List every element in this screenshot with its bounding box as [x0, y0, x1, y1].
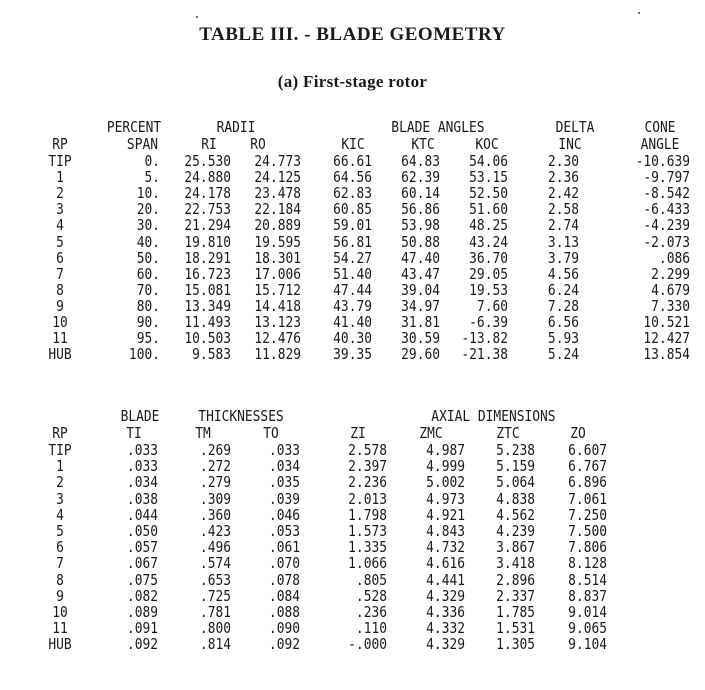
- table-cell: 8.837: [568, 586, 607, 605]
- row-label: 3: [56, 200, 64, 219]
- table-cell: .496: [199, 538, 231, 557]
- table-cell: 54.27: [333, 248, 372, 267]
- row-label: 8: [56, 570, 64, 589]
- table-cell: 12.476: [254, 329, 301, 348]
- table-cell: 2.397: [348, 457, 387, 476]
- row-label: 6: [56, 248, 64, 267]
- row-label: HUB: [48, 635, 72, 654]
- table-cell: -10.639: [635, 152, 690, 170]
- table-cell: 36.70: [469, 248, 508, 267]
- row-label: 10: [52, 313, 68, 331]
- table-cell: 64.83: [401, 152, 440, 170]
- table-cell: 31.81: [401, 313, 440, 331]
- table-cell: 34.97: [401, 296, 440, 315]
- table-cell: 7.330: [651, 296, 690, 315]
- table-cell: -9.797: [643, 168, 690, 187]
- table-cell: 4.562: [496, 505, 535, 524]
- row-label: 10: [52, 603, 68, 621]
- table-cell: 4.679: [651, 280, 690, 299]
- table-cell: .088: [268, 603, 300, 621]
- table-cell: .092: [126, 635, 158, 654]
- row-label: 3: [56, 489, 64, 508]
- table-cell: 4.616: [426, 554, 465, 573]
- table-cell: .089: [126, 603, 158, 621]
- column-header: ZMC: [419, 424, 443, 442]
- table-cell: 4.838: [496, 489, 535, 508]
- table-cell: 62.83: [333, 184, 372, 203]
- table-cell: 1.066: [348, 554, 387, 573]
- table-cell: 39.04: [401, 280, 440, 299]
- table-cell: 13.123: [254, 313, 301, 331]
- table-cell: .528: [355, 586, 387, 605]
- table-cell: 24.773: [254, 152, 301, 170]
- column-header: RO: [250, 135, 266, 153]
- table-cell: 13.854: [643, 345, 690, 364]
- table-cell: 47.40: [401, 248, 440, 267]
- table-cell: 1.335: [348, 538, 387, 557]
- table-cell: 4.329: [426, 635, 465, 654]
- row-label: 11: [52, 619, 68, 638]
- table-cell: 4.921: [426, 505, 465, 524]
- table-cell: 5.002: [426, 473, 465, 492]
- table-cell: 95.: [136, 329, 160, 348]
- table-cell: .272: [199, 457, 231, 476]
- table-cell: 15.712: [254, 280, 301, 299]
- table-cell: 18.291: [184, 248, 231, 267]
- table-cell: 23.478: [254, 184, 301, 203]
- row-label: TIP: [48, 152, 72, 170]
- table-cell: 5.238: [496, 441, 535, 459]
- row-label: 8: [56, 280, 64, 299]
- table-cell: 43.47: [401, 264, 440, 283]
- table-cell: -21.38: [461, 345, 508, 364]
- table-cell: 5.064: [496, 473, 535, 492]
- table-cell: 9.014: [568, 603, 607, 621]
- column-header: INC: [558, 135, 582, 153]
- table-cell: 1.305: [496, 635, 535, 654]
- table-cell: .653: [199, 570, 231, 589]
- table-cell: .061: [268, 538, 300, 557]
- table-cell: 20.889: [254, 216, 301, 235]
- table-cell: 22.753: [184, 200, 231, 219]
- table-cell: .033: [268, 441, 300, 459]
- group-header: BLADE ANGLES: [391, 118, 485, 136]
- table-cell: 2.337: [496, 586, 535, 605]
- table-cell: .075: [126, 570, 158, 589]
- table-cell: .053: [268, 522, 300, 540]
- table-cell: 18.301: [254, 248, 301, 267]
- column-header: TI: [126, 424, 142, 442]
- table-cell: .057: [126, 538, 158, 557]
- table-cell: .279: [199, 473, 231, 492]
- table-cell: 51.40: [333, 264, 372, 283]
- table-cell: .033: [126, 457, 158, 476]
- table-cell: 6.56: [547, 313, 579, 331]
- column-header: RI: [201, 135, 217, 153]
- table-cell: 12.427: [643, 329, 690, 348]
- table-cell: 2.236: [348, 473, 387, 492]
- table-cell: .070: [268, 554, 300, 573]
- table-cell: 59.01: [333, 216, 372, 235]
- row-label: 4: [56, 216, 64, 235]
- table-cell: 48.25: [469, 216, 508, 235]
- table-cell: 7.061: [568, 489, 607, 508]
- group-header: THICKNESSES: [198, 407, 284, 425]
- table-cell: 52.50: [469, 184, 508, 203]
- column-header: TM: [195, 424, 211, 442]
- row-label: 7: [56, 554, 64, 573]
- table-cell: 24.125: [254, 168, 301, 187]
- table-cell: 17.006: [254, 264, 301, 283]
- row-label: 1: [56, 457, 64, 476]
- column-header: ZO: [570, 424, 586, 442]
- table-cell: .309: [199, 489, 231, 508]
- table-cell: 15.081: [184, 280, 231, 299]
- table-cell: 47.44: [333, 280, 372, 299]
- table-cell: 5.93: [547, 329, 579, 348]
- table-cell: .033: [126, 441, 158, 459]
- table-cell: 4.56: [547, 264, 579, 283]
- column-header: RP: [52, 135, 68, 153]
- table-cell: 29.60: [401, 345, 440, 364]
- table-cell: 25.530: [184, 152, 231, 170]
- table-cell: .360: [199, 505, 231, 524]
- table-cell: 60.: [136, 264, 160, 283]
- table-cell: 64.56: [333, 168, 372, 187]
- table-cell: .067: [126, 554, 158, 573]
- table-cell: .814: [199, 635, 231, 654]
- table-cell: 40.: [136, 232, 160, 251]
- group-header: BLADE: [120, 407, 160, 425]
- table-cell: .082: [126, 586, 158, 605]
- table-cell: 19.810: [184, 232, 231, 251]
- table-cell: 39.35: [333, 345, 372, 364]
- table-cell: 60.14: [401, 184, 440, 203]
- table-cell: 5.24: [547, 345, 579, 364]
- table-cell: 2.578: [348, 441, 387, 459]
- table-cell: 4.336: [426, 603, 465, 621]
- table-cell: .034: [126, 473, 158, 492]
- table-cell: 6.767: [568, 457, 607, 476]
- table-cell: 4.973: [426, 489, 465, 508]
- row-label: 9: [56, 586, 64, 605]
- column-header: ZI: [350, 424, 366, 442]
- table-cell: 0.: [144, 152, 160, 170]
- table-cell: 14.418: [254, 296, 301, 315]
- table-cell: 3.867: [496, 538, 535, 557]
- table-cell: 22.184: [254, 200, 301, 219]
- table-cell: .084: [268, 586, 300, 605]
- table-cell: .781: [199, 603, 231, 621]
- table-cell: .035: [268, 473, 300, 492]
- group-header: CONE: [644, 118, 676, 136]
- column-header: RP: [52, 424, 68, 442]
- table-cell: 4.332: [426, 619, 465, 638]
- table-cell: 5.159: [496, 457, 535, 476]
- table-cell: 80.: [136, 296, 160, 315]
- table-cell: 53.98: [401, 216, 440, 235]
- table-cell: 60.85: [333, 200, 372, 219]
- table-cell: 10.: [136, 184, 160, 203]
- table-cell: .046: [268, 505, 300, 524]
- table-cell: 7.28: [547, 296, 579, 315]
- table-cell: 6.607: [568, 441, 607, 459]
- table-cell: 2.36: [547, 168, 579, 187]
- table-cell: 5.: [144, 168, 160, 187]
- column-header: TO: [263, 424, 279, 442]
- table-cell: 2.013: [348, 489, 387, 508]
- column-header: ANGLE: [640, 135, 680, 153]
- table-cell: 2.42: [547, 184, 579, 203]
- table-cell: 50.88: [401, 232, 440, 251]
- table-cell: 19.53: [469, 280, 508, 299]
- group-header: AXIAL DIMENSIONS: [431, 407, 556, 425]
- table-cell: 2.74: [547, 216, 579, 235]
- table-cell: -6.39: [469, 313, 508, 331]
- group-header: RADII: [216, 118, 256, 136]
- table-cell: .091: [126, 619, 158, 638]
- row-label: 1: [56, 168, 64, 187]
- table-cell: 2.896: [496, 570, 535, 589]
- row-label: 5: [56, 232, 64, 251]
- table-cell: 3.418: [496, 554, 535, 573]
- table-cell: 9.104: [568, 635, 607, 654]
- table-cell: 1.785: [496, 603, 535, 621]
- table-cell: .078: [268, 570, 300, 589]
- table-cell: -.000: [348, 635, 387, 654]
- table-cell: 6.896: [568, 473, 607, 492]
- table-cell: 11.493: [184, 313, 231, 331]
- row-label: 5: [56, 522, 64, 540]
- table-cell: -6.433: [643, 200, 690, 219]
- table-cell: 24.178: [184, 184, 231, 203]
- row-label: 6: [56, 538, 64, 557]
- row-label: 11: [52, 329, 68, 348]
- table-cell: 4.999: [426, 457, 465, 476]
- row-label: 4: [56, 505, 64, 524]
- table-cell: 10.503: [184, 329, 231, 348]
- table-cell: 2.299: [651, 264, 690, 283]
- table-cell: 6.24: [547, 280, 579, 299]
- table-cell: .269: [199, 441, 231, 459]
- column-header: SPAN: [126, 135, 158, 153]
- table-cell: 56.86: [401, 200, 440, 219]
- group-header: PERCENT: [106, 118, 162, 136]
- table-cell: 13.349: [184, 296, 231, 315]
- table-cell: 7.250: [568, 505, 607, 524]
- row-label: TIP: [48, 441, 72, 459]
- table-cell: 41.40: [333, 313, 372, 331]
- table-cell: 9.065: [568, 619, 607, 638]
- table-cell: 2.30: [547, 152, 579, 170]
- table-cell: 16.723: [184, 264, 231, 283]
- table-cell: -2.073: [643, 232, 690, 251]
- table-cell: 1.573: [348, 522, 387, 540]
- table-cell: 3.79: [547, 248, 579, 267]
- table-cell: 10.521: [643, 313, 690, 331]
- table-cell: 51.60: [469, 200, 508, 219]
- table-cell: 1.531: [496, 619, 535, 638]
- row-label: 7: [56, 264, 64, 283]
- table-cell: 100.: [128, 345, 160, 364]
- table-cell: -13.82: [461, 329, 508, 348]
- row-label: 2: [56, 184, 64, 203]
- column-header: ZTC: [496, 424, 520, 442]
- table-cell: 54.06: [469, 152, 508, 170]
- column-header: KTC: [411, 135, 435, 153]
- row-label: 9: [56, 296, 64, 315]
- table-cell: 29.05: [469, 264, 508, 283]
- table-cell: 43.79: [333, 296, 372, 315]
- table-cell: .574: [199, 554, 231, 573]
- table-cell: .038: [126, 489, 158, 508]
- group-header: DELTA: [555, 118, 595, 136]
- table-cell: .034: [268, 457, 300, 476]
- table-cell: 8.128: [568, 554, 607, 573]
- table-cell: 8.514: [568, 570, 607, 589]
- table-cell: 4.329: [426, 586, 465, 605]
- column-header: KOC: [475, 135, 499, 153]
- table-cell: 70.: [136, 280, 160, 299]
- table-cell: 3.13: [547, 232, 579, 251]
- table-cell: 4.239: [496, 522, 535, 540]
- table-cell: 30.59: [401, 329, 440, 348]
- table-cell: 62.39: [401, 168, 440, 187]
- table-cell: 7.806: [568, 538, 607, 557]
- table-title: TABLE III. - BLADE GEOMETRY: [199, 24, 506, 45]
- table-cell: 4.843: [426, 522, 465, 540]
- column-header: KIC: [341, 135, 365, 153]
- table-cell: .423: [199, 522, 231, 540]
- table-cell: .110: [355, 619, 387, 638]
- table-cell: 43.24: [469, 232, 508, 251]
- table-cell: 2.58: [547, 200, 579, 219]
- table-cell: 9.583: [192, 345, 231, 364]
- table-cell: 30.: [136, 216, 160, 235]
- table-cell: .039: [268, 489, 300, 508]
- table-cell: 11.829: [254, 345, 301, 364]
- table-cell: 21.294: [184, 216, 231, 235]
- table-cell: 24.880: [184, 168, 231, 187]
- table-cell: -4.239: [643, 216, 690, 235]
- table-cell: 19.595: [254, 232, 301, 251]
- row-label: HUB: [48, 345, 72, 364]
- row-label: 2: [56, 473, 64, 492]
- table-cell: .725: [199, 586, 231, 605]
- table-cell: 4.732: [426, 538, 465, 557]
- table-cell: 66.61: [333, 152, 372, 170]
- table-cell: .086: [658, 248, 690, 267]
- table-cell: .800: [199, 619, 231, 638]
- table-cell: 90.: [136, 313, 160, 331]
- table-cell: -8.542: [643, 184, 690, 203]
- table-cell: 4.987: [426, 441, 465, 459]
- table-cell: 1.798: [348, 505, 387, 524]
- table-subtitle: (a) First-stage rotor: [277, 72, 428, 91]
- table-cell: .090: [268, 619, 300, 638]
- table-cell: .236: [355, 603, 387, 621]
- table-cell: .050: [126, 522, 158, 540]
- table-cell: 53.15: [469, 168, 508, 187]
- table-cell: .805: [355, 570, 387, 589]
- table-cell: 56.81: [333, 232, 372, 251]
- table-cell: 40.30: [333, 329, 372, 348]
- table-cell: 4.441: [426, 570, 465, 589]
- table-cell: .044: [126, 505, 158, 524]
- table-cell: 20.: [136, 200, 160, 219]
- table-cell: .092: [268, 635, 300, 654]
- table-cell: 7.500: [568, 522, 607, 540]
- table-cell: 50.: [136, 248, 160, 267]
- table-cell: 7.60: [476, 296, 508, 315]
